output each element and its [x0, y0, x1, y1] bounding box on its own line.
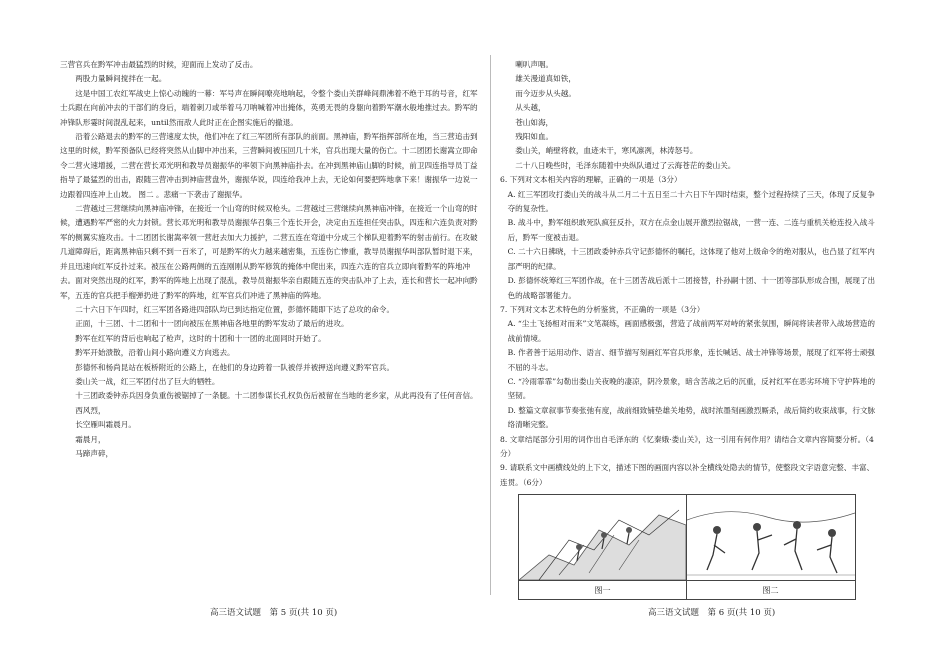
- option-b: B. 战斗中，黔军组织敢死队疯狂反扑，双方在点金山展开激烈拉锯战，一营一连、二连与重机关枪连投入战斗后，黔军一度被击退。: [507, 218, 875, 242]
- paragraph: 二十八日晚些时，毛泽东随着中央纵队通过了云海苍茫的娄山关。: [515, 160, 736, 170]
- paragraph: 娄山关，峭壁将救，血迹未干，寒风凛冽，林涛怒号。: [515, 146, 698, 156]
- poem-line: 从头越，: [515, 103, 546, 113]
- figure-one-illustration: [519, 495, 687, 580]
- poem-line: 长空雁叫霜晨月。: [75, 420, 136, 430]
- paragraph: 正面，十三团、十二团和十一团向被压在黑神庙各地里的黔军发动了最后的进攻。: [75, 319, 349, 329]
- poem-line: 喇叭声咽。: [515, 60, 554, 69]
- option-d: D. 彭德怀统筹红三军团作战，在十三团苦战后派十二团接替，扑孙嗣十团、十一团等部队形成合围，展现了出色的战略部署能力。: [507, 276, 876, 300]
- poem-line: 雄关漫道真如铁，: [515, 74, 576, 84]
- poem-line: 而今迈步从头越。: [515, 88, 576, 98]
- paragraph: 黔军开始溃散，沿着山间小路向遵义方向逃去。: [75, 348, 235, 358]
- paragraph: 两股力量瞬间搅拌在一起。: [75, 74, 167, 84]
- page-footer-left: 高三语文试题 第 5 页(共 10 页): [210, 608, 338, 618]
- paragraph: 这是中国工农红军战史上惊心动魄的一幕：军号声在瞬间嘹亮地响起，令整个娄山关群峰间鼎沸着不绝于耳的号音，红军士兵跟在向前冲去的干部们的身后，端着刺刀或举着马刀呐喊着冲出掩体，英勇无畏的身躯向着黔军潮水般地推过去。黔军的冲锋队形霎时间混乱起来，until然而敌人此时正在企图实施后的撤退。: [60, 88, 478, 127]
- paragraph: 二十六日下午四时，红三军团各路进四部队均已到达指定位置，彭德怀随即下达了总攻的命令。: [75, 304, 395, 314]
- paragraph: 三营官兵在黔军冲击最猛烈的时候，迎面而上发动了反击。: [60, 60, 258, 69]
- paragraph: 二营越过三营继续向黑神庙冲锋，在接近一个山弯的时候双枪头。二营越过三营继续向黑神庙冲锋，在接近一个山弯的时候，遭遇黔军严密的火力封锁。营长邓光明和教导员谢振华召集三个连长开会，决定由五连担任突击队，四连和六连负责对黔军的侧翼实施攻击。十二团团长谢嵩率领一营赶去加大力援护，二营五连在弯道中分成三个梯队迎着黔军的射击前行。在攻破几道障碍后，距离黑神庙只剩不到一百米了，可是黔军的火力越来越密集，五连伤亡惨重，教导员谢振华叫部队暂时退下来，并且迅速向红军反扑过来。被压在公路两侧的五连刚刚从黔军修筑的掩体中爬出来，四连六连的官兵立即向着黔军的阵地冲去。面对突然出现的红军，黔军的阵地上出现了混乱，教导员谢振华亲自跟随五连的突击队冲了上去，连长和营长一起冲向黔军，五连的官兵把手榴弹扔进了黔军的阵地，红军官兵们冲进了黑神庙的阵地。: [60, 204, 478, 300]
- paragraph: 彭德怀和杨尚昆站在板桥附近的公路上，在他们的身边跨着一队被俘并被押送向遵义黔军官兵。: [75, 362, 395, 372]
- question-6: 6. 下列对文本相关内容的理解，正确的一项是（3分）: [500, 175, 682, 185]
- question-8: 8. 文章结尾部分引用的词作出自毛泽东的《忆秦娥·娄山关》，这一引用有何作用？请结合文章内容简要分析。（4分）: [500, 434, 874, 458]
- poem-line: 西风烈，: [75, 405, 106, 415]
- option-c: C. “冷雨霏霏”勾勒出娄山关夜晚的凄凉，阴冷景象，暗含苦战之后的沉重，反衬红军在恶劣环境下守护阵地的坚韧。: [507, 376, 876, 401]
- figure-panel: [518, 494, 856, 600]
- page-divider: [490, 55, 491, 595]
- poem-line: 苍山如海，: [515, 117, 554, 127]
- question-9: 9. 请联系文中画横线处的上下文，描述下图的画面内容以补全横线处隐去的情节，使整段文字语意完整、丰富、连贯。（6分）: [500, 463, 875, 487]
- poem-line: 残阳如血。: [515, 132, 554, 142]
- option-a: A. 红三军团攻打娄山关的战斗从二月二十五日至二十六日下午四时结束，整个过程持续了三天，体现了反复争夺的复杂性。: [507, 189, 875, 214]
- question-7: 7. 下列对文本艺术特色的分析鉴赏，不正确的一项是（3分）: [500, 304, 705, 314]
- page-footer-right: 高三语文试题 第 6 页(共 10 页): [648, 608, 776, 618]
- option-c: C. 二十六日拂晓，十三团政委钟赤兵守记彭德怀的嘱托，这体现了他对上级命令的绝对服从，也凸显了红军内部严明的纪律。: [507, 247, 875, 271]
- option-d: D. 整篇文章叙事节奏张弛有度，战前细致铺垫雄关地势，战时浓墨刻画激烈厮杀，战后简约收束战事，行文脉络清晰完整。: [507, 405, 876, 430]
- paragraph: 黔军在红军的背后也响起了枪声，这时的十团和十一团的北面同时开始了。: [75, 333, 326, 343]
- figure-two-illustration: [687, 495, 855, 580]
- figure-one-caption: 图一: [519, 581, 687, 600]
- option-a: A. “尘土飞扬相对而来”文笔凝练，画面感极强，营造了战前两军对峙的紧张氛围，瞬间将读者带入战场营造的战前情境。: [507, 319, 875, 343]
- poem-line: 马蹄声碎，: [75, 448, 114, 458]
- right-page: [500, 58, 880, 600]
- paragraph: 十三团政委钟赤兵因身负重伤被锯掉了一条腿。十二团参谋长孔权负伤后被留在当地的老乡家，从此再没有了任何音信。: [75, 391, 478, 401]
- option-b: B. 作者善于运用动作、语言、细节描写刻画红军官兵形象，连长喊话、战士冲锋等场景，展现了红军将士顽强不屈的斗志。: [507, 348, 875, 372]
- paragraph: 沿着公路退去的黔军的三营速度太快，他们冲在了红三军团所有部队的前面。黑神庙，黔军指挥部所在地，当三营追击到这里的时候，黔军预备队已经将突然从山脚中冲出来，三营瞬间被压回几十米，官兵出现大量的伤亡。十二团团长谢嵩立即命令二营火速增援，二营在营长邓光明和教导员谢振华的率领下向黑神庙扑去。在冲到黑神庙山脚的时候，前卫四连指导员丁益指导了最猛烈的出击，跟随三营冲击到神庙营盘外，谢振华说，四连给我冲上去，无论如何要把阵地拿下来！谢振华一边说一边跟着四连冲上山坡。 图二 。悲痛一下袭击了谢振华。: [60, 132, 478, 199]
- figure-two-caption: 图二: [762, 586, 779, 596]
- paragraph: 娄山关一战，红三军团付出了巨大的牺牲。: [75, 376, 220, 386]
- poem-line: 霜晨月，: [75, 434, 106, 444]
- left-page: [60, 58, 480, 461]
- figure-captions: [519, 580, 855, 600]
